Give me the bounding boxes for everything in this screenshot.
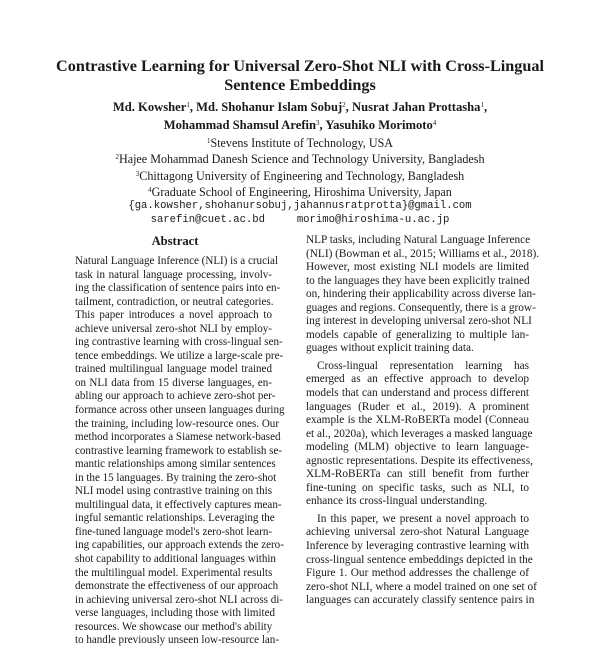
text-line: trained multilingual language model trained — [75, 363, 272, 376]
text-line: the multilingual model. Experimental results — [75, 566, 273, 579]
text-line: languages (Ruder et al., 2019). A prominent — [306, 400, 529, 413]
text-line: NLI model using contrastive training on this — [75, 485, 272, 498]
text-line: Cross-lingual representation learning has — [317, 359, 529, 372]
text-line: ing capabilities, our approach extends the zero- — [75, 539, 284, 552]
affiliation: $^1$Stevens Institute of Technology, USA — [206, 136, 394, 150]
text-line: mantic relationships among similar sentences — [75, 458, 276, 471]
text-line: modeling (MLM) objective to learn language- — [306, 441, 529, 454]
text-line: task in natural language processing, involv- — [75, 268, 272, 281]
text-line: abling our approach to achieve zero-shot per- — [75, 390, 276, 403]
text-line: et al., 2020a), which leverages a masked language — [306, 427, 533, 440]
text-line: on, hindering their applicability across diverse lan- — [306, 288, 536, 301]
author-name: Md. Kowsher — [112, 100, 187, 114]
text-line: ing interest in developing universal zero-shot NLI — [306, 315, 532, 328]
email: sarefin@cuet.ac.bd — [150, 214, 266, 227]
text-line: demonstrate the effectiveness of our approach — [75, 580, 279, 593]
email-line-2 — [40, 213, 560, 227]
introduction-column — [306, 234, 540, 608]
text-line: However, most existing NLI models are limited — [306, 261, 529, 274]
text-line: in the 15 languages. By training the zero-shot — [75, 471, 277, 484]
affiliation: $^4$Graduate School of Engineering, Hiroshima University, Japan — [148, 184, 452, 199]
text-line: agnostic representations. Despite its effectiveness, — [306, 454, 533, 467]
text-line: Natural Language Inference (NLI) is a crucial — [75, 255, 279, 267]
text-line: multilingual data, it effectively captures mean- — [75, 498, 282, 511]
affiliation: $^3$Chittagong University of Engineering and Technology, Bangladesh — [135, 168, 465, 183]
affil-mark: 3 — [316, 118, 320, 127]
text-line: XLM-RoBERTa can still benefit from further — [306, 468, 529, 481]
affil-mark: 4 — [432, 118, 437, 127]
text-line: contrastive learning framework to establish se- — [75, 444, 283, 457]
text-line: verse languages, including those with limited — [75, 607, 276, 620]
author-name: Mohammad Shamsul Arefin — [163, 117, 317, 132]
text-line: method incorporates a Siamese network-based — [75, 431, 281, 444]
paragraph — [306, 512, 537, 608]
text-line: In this paper, we present a novel approach to — [317, 512, 529, 525]
text-line: fine-tuning on specific tasks, such as NLI, to — [306, 481, 529, 494]
text-line: emerged as an effective approach to develop — [306, 373, 529, 386]
paragraph — [306, 359, 533, 509]
author-list: Md. Kowsher$^1$, Md. Shohanur Islam Sobuj$^2$, Nusrat Jahan Prottasha$^1$, Mohammad Shamsul Arefin$^3$, Yasuhiko Morimoto$^4$ — [112, 100, 488, 132]
author-name: Nusrat Jahan Prottasha — [351, 100, 481, 114]
text-line: models that can understand and process different — [306, 387, 529, 400]
abstract-heading: Abstract — [151, 234, 199, 248]
text-line: Inference by leveraging contrastive learning with — [306, 540, 529, 553]
text-line: guages without explicit training data. — [306, 342, 474, 355]
text-line: achieve universal zero-shot NLI by employ- — [75, 322, 272, 335]
text-line: enhance its cross-lingual understanding. — [306, 495, 488, 508]
email-line-1: {ga.kowsher,shohanursobuj,jahannusratprotta}@gmail.com — [128, 200, 472, 213]
text-line: in achieving universal zero-shot NLI across di- — [75, 593, 283, 606]
paper-title — [50, 57, 550, 95]
text-line: ing the classification of sentence pairs into en- — [75, 282, 281, 295]
text-line: on NLI data from 15 diverse languages, en- — [75, 376, 272, 389]
paragraph — [306, 234, 540, 356]
affil-mark: 1 — [480, 101, 484, 109]
text-line: achieving universal zero-shot Natural Language — [306, 526, 529, 539]
text-line: the training, including low-resource ones. Our — [75, 417, 280, 430]
text-line: formance across other unseen languages during — [75, 404, 285, 417]
affil-mark: 2 — [342, 101, 346, 109]
affiliations — [40, 134, 560, 228]
text-line: This paper introduces a novel approach to — [75, 309, 272, 322]
text-line: shot capability to additional languages within — [75, 553, 276, 566]
abstract-body — [75, 255, 285, 648]
text-line: resources. We showcase our method's ability — [75, 620, 273, 633]
title-line-1: Contrastive Learning for Universal Zero-Shot NLI with Cross-Lingual — [56, 57, 544, 75]
text-line: zero-shot NLI, where a model trained on one set of — [306, 580, 537, 593]
text-line: ingful semantic relationships. Leveraging the — [75, 512, 275, 525]
text-line: NLP tasks, including Natural Language Inference — [306, 234, 531, 246]
text-line: languages can accurately classify sentence pairs in — [306, 594, 535, 607]
text-line: cross-lingual sentence embeddings depicted in the — [306, 553, 533, 566]
text-line: Figure 1. Our method addresses the challenge of — [306, 567, 529, 580]
text-line: example is the XLM-RoBERTa model (Conneau — [306, 414, 529, 427]
text-line: to the languages they have been explicitly trained — [306, 274, 530, 287]
text-line: (NLI) (Bowman et al., 2015; Williams et al., 2018). — [306, 247, 540, 260]
text-line: tailment, contradiction, or neutral categories. — [75, 295, 274, 308]
author-name: Md. Shohanur Islam Sobuj — [196, 100, 343, 114]
author-name: Yasuhiko Morimoto — [325, 117, 433, 132]
title-line-2: Sentence Embeddings — [224, 76, 376, 94]
text-line: tence embeddings. We utilize a large-scale pre- — [75, 349, 284, 362]
text-line: guages and regions. Consequently, there is a grow- — [306, 301, 536, 314]
text-line: models capable of generalizing to multiple lan- — [306, 328, 529, 341]
affiliation: $^2$Hajee Mohammad Danesh Science and Technology University, Bangladesh — [115, 152, 485, 167]
text-line: to handle previously unseen low-resource lan- — [75, 634, 279, 647]
text-line: fine-tuned language model's zero-shot learn- — [75, 525, 273, 538]
text-line: ing contrastive learning with cross-lingual sen- — [75, 336, 283, 349]
email: morimo@hiroshima-u.ac.jp — [296, 214, 450, 227]
affil-mark: 1 — [186, 101, 190, 109]
